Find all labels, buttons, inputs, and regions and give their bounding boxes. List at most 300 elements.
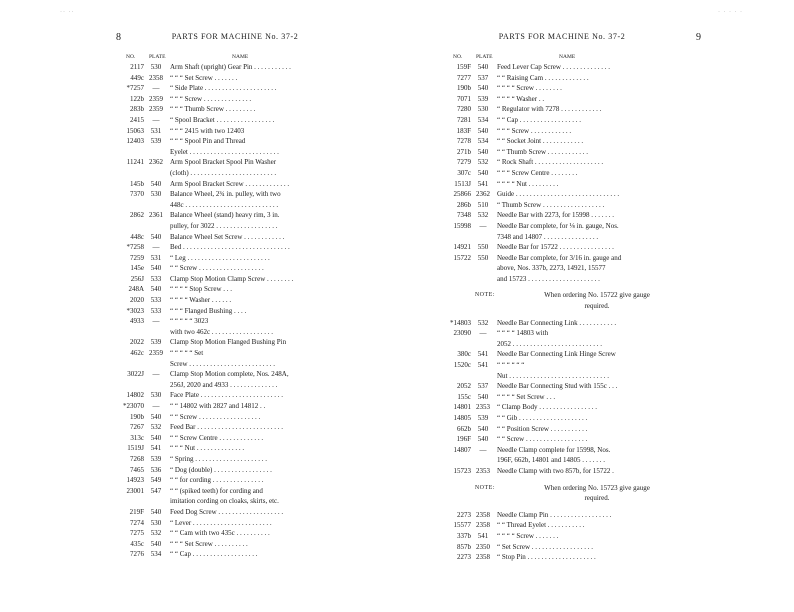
plate-number [473,274,493,285]
plate-number [146,327,166,338]
part-name: “ “ Thumb Screw . . . . . . . . . . . . [497,147,589,156]
table-row [106,327,364,338]
part-name: “ “ Socket Joint . . . . . . . . . . . . [497,137,584,146]
part-name: Feed Lever Cap Screw . . . . . . . . . . . . . . [497,63,610,71]
plate-number: 539 [477,414,489,422]
table-row [106,316,364,327]
part-number: 7348 [457,211,471,220]
part-number [106,200,146,211]
part-number: 7279 [457,158,471,167]
part-number: 7268 [130,454,144,463]
part-number: 15722 [453,253,471,262]
part-name: “ “ “ “ Screw . . . . . . . [497,531,559,540]
table-row [106,253,364,264]
table-row [106,115,364,126]
plate-number: 2359 [149,349,163,358]
table-row [106,475,364,486]
table-row [106,443,364,454]
part-number: 7465 [130,465,144,474]
part-name: “ “ Raising Cam . . . . . . . . . . . . . [497,73,589,82]
part-name: “ “ “ “ Stop Screw . . . [170,285,233,294]
table-row [106,295,364,306]
part-number: 7276 [130,550,144,559]
part-name: Clamp Stop Motion complete, Nos. 248A, [170,370,289,379]
plate-number: 2362 [149,158,163,167]
plate-number: 550 [477,243,489,252]
plate-number: 534 [150,550,162,559]
header-plate: PLATE [476,54,493,60]
part-name: “ “ “ Flanged Bushing . . . . [170,306,247,315]
part-name: required. [584,494,610,503]
part-number: 449c [130,73,144,82]
part-name: and 15723 . . . . . . . . . . . . . . . . . . . . . [497,274,600,283]
page-number: 9 [696,32,701,43]
table-row [433,360,691,371]
plate-number: 537 [477,73,489,82]
part-name: Screw . . . . . . . . . . . . . . . . . . . . . . . . . [170,359,275,368]
part-name: Needle Bar Connecting Stud with 155c . . . [497,382,618,391]
part-number: 219F [129,507,144,516]
part-name: “ “ “ “ Washer . . [497,94,545,103]
table-row [433,445,691,456]
table-row [106,157,364,168]
part-number: 14807 [453,445,471,454]
part-number: 380c [457,350,471,359]
part-name: “ “ Screw . . . . . . . . . . . . . . . . . . [497,435,588,444]
table-row [106,62,364,73]
plate-number: 530 [150,391,162,400]
part-number: 313c [130,433,144,442]
plate-number [146,496,166,507]
part-name: “ “ “ 2415 with two 12403 [170,126,245,135]
part-name: “ “ “ Spool Pin and Thread [170,137,246,146]
part-name: “ Rock Shaft . . . . . . . . . . . . . . . . . . . . [497,158,604,167]
part-number [106,496,146,507]
note-row [433,290,691,301]
plate-number: 540 [150,412,162,421]
part-name: “ “ “ Nut . . . . . . . . . . . . . . [170,444,245,453]
table-row [106,306,364,317]
table-row [433,520,691,531]
part-number [106,359,146,370]
plate-number: — [152,243,160,252]
part-name: “ “ “ Screw Centre . . . . . . . . [497,168,578,177]
part-number: 23090 [453,329,471,338]
part-name: Needle Bar complete, for 3/16 in. gauge and [497,253,622,262]
part-name: Needle Bar Connecting Link . . . . . . . . . . . [497,318,617,327]
table-row [433,221,691,232]
part-name: “ “ Cam with two 435c . . . . . . . . . . [170,529,270,538]
part-number: NOTE: [474,292,495,299]
plate-number: 540 [477,168,489,177]
plate-number: 534 [477,137,489,146]
part-name: Needle Bar for 15722 . . . . . . . . . . . . . . . . [497,243,614,252]
table-row [106,496,364,507]
part-number [433,232,473,243]
part-number [433,371,473,382]
part-number: 145b [130,179,144,188]
part-number: 2022 [130,338,144,347]
table-row [106,232,364,243]
table-row [433,552,691,563]
part-name: “ “ “ “ Set Screw . . . [497,392,556,401]
table-row [106,465,364,476]
part-name: Balance Wheel, 2¾ in. pulley, with two [170,190,281,199]
page-number: 8 [116,32,121,43]
plate-number: 531 [150,253,162,262]
part-name: pulley, for 3022 . . . . . . . . . . . . . . . . . . [170,221,278,230]
plate-number: 2359 [149,94,163,103]
plate-number [146,380,166,391]
part-number [106,147,146,158]
header-name: NAME [559,54,576,60]
scan-artifact-right: ˙ ˙ ˙ ˙ ˙ [718,11,743,17]
part-name: “ “ Screw . . . . . . . . . . . . . . . . . . . [170,264,264,273]
part-number: 14802 [126,391,144,400]
part-name: Needle Clamp with two 857b, for 15722 . [497,466,614,475]
part-number: 7281 [457,115,471,124]
part-number [433,455,473,466]
part-number: 11241 [126,158,144,167]
part-number: 2273 [457,510,471,519]
plate-number: 530 [477,105,489,114]
part-name: (cloth) . . . . . . . . . . . . . . . . . . . . . . . . . [170,168,277,177]
scan-artifact-left: ˙˙ ˙˙ [60,11,75,17]
part-name: “ Leg . . . . . . . . . . . . . . . . . . . . . . . . [170,253,270,262]
part-number [433,493,503,504]
page-title: PARTS FOR MACHINE No. 37-2 [498,32,626,41]
table-row [106,412,364,423]
plate-number: 549 [150,476,162,485]
part-name: “ “ Gib . . . . . . . . . . . . . . . . . . . . [497,414,588,422]
table-row [106,337,364,348]
table-row [433,328,691,339]
part-number: 15063 [126,126,144,135]
column-headers [106,54,364,61]
part-name: “ “ “ “ “ “ [497,361,525,370]
plate-number: 2358 [476,521,490,530]
plate-number: 540 [150,507,162,516]
part-number: 7071 [457,94,471,103]
plate-number: 540 [477,392,489,401]
plate-number: 541 [150,444,162,453]
part-name: Feed Dog Screw . . . . . . . . . . . . . . . . . . . [170,507,284,516]
plate-number [146,147,166,158]
part-name: 196F, 662b, 14801 and 14805 . . . . . . . [497,456,605,465]
plate-number: 2353 [476,403,490,412]
table-row [106,210,364,221]
part-number: 7278 [457,137,471,146]
table-row [106,242,364,253]
part-number: 4933 [130,317,144,326]
plate-number: — [152,317,160,326]
table-row [106,528,364,539]
table-row [433,424,691,435]
table-row [433,168,691,179]
table-row [433,115,691,126]
plate-number: — [152,402,160,410]
plate-number: 541 [477,179,489,188]
part-name: “ Clamp Body . . . . . . . . . . . . . . . . . [497,403,597,412]
part-name: “ Spool Bracket . . . . . . . . . . . . . . . . . [170,115,275,124]
table-row [433,542,691,553]
part-number [106,221,146,232]
part-number: 3022J [127,370,144,379]
table-row [433,94,691,105]
part-number: 14801 [453,403,471,412]
table-row [106,486,364,497]
part-name: “ “ Cap . . . . . . . . . . . . . . . . . . . [170,550,258,559]
part-name: “ Dog (double) . . . . . . . . . . . . . . . . . [170,465,272,474]
plate-number: 541 [477,361,489,370]
table-row [433,455,691,466]
parts-list [106,62,364,560]
table-row [433,510,691,521]
part-name: Balance Wheel (stand) heavy rim, 3 in. [170,211,280,220]
plate-number [473,455,493,466]
table-row [106,284,364,295]
note-row [433,483,691,494]
plate-number: 540 [477,435,489,444]
part-number: 23001 [126,486,144,495]
part-number: 7370 [130,190,144,199]
plate-number: 532 [150,529,162,538]
plate-number: 539 [150,137,162,146]
part-number: 183F [456,126,471,135]
table-row [433,62,691,73]
plate-number: 2350 [476,542,490,551]
table-row [106,539,364,550]
part-number: 435c [130,539,144,548]
table-row [106,454,364,465]
part-number: 2862 [130,211,144,220]
header-no: NO. [126,54,136,60]
table-row [433,189,691,200]
left-page [106,0,364,612]
part-name: 448c . . . . . . . . . . . . . . . . . . . . . . . . . . . [170,200,279,209]
table-row [433,274,691,285]
plate-number [146,359,166,370]
part-number: 256J [130,274,144,283]
page-title: PARTS FOR MACHINE No. 37-2 [171,32,299,41]
table-row [106,348,364,359]
plate-number: 540 [150,264,162,273]
table-row [106,179,364,190]
plate-number: 540 [150,433,162,442]
plate-number: 540 [477,63,489,71]
table-row [433,242,691,253]
part-number: 448c [130,232,144,241]
part-number: 2273 [457,553,471,562]
plate-number: — [479,445,487,454]
table-row [433,381,691,392]
part-number [106,327,146,338]
part-number: 2415 [130,115,144,124]
part-name: Clamp Stop Motion Flanged Bushing Pin [170,338,287,347]
part-name: Arm Spool Bracket Screw . . . . . . . . . . . . . [170,179,290,188]
part-number: 155c [457,392,471,401]
table-row [106,73,364,84]
part-number: *14803 [450,318,471,327]
part-name: 2052 . . . . . . . . . . . . . . . . . . . . . . . . . . [497,339,602,348]
table-row [433,253,691,264]
table-row [433,73,691,84]
plate-number: 533 [150,274,162,283]
part-name: Needle Clamp Pin . . . . . . . . . . . . . . . . . . [497,510,612,519]
part-number: *7258 [126,243,144,252]
table-row [433,104,691,115]
table-row [433,200,691,211]
plate-number: 540 [477,424,489,433]
plate-number: 2359 [149,105,163,114]
table-row [433,179,691,190]
plate-number: 540 [150,179,162,188]
plate-number: 550 [477,253,489,262]
plate-number: 540 [477,84,489,93]
part-number: 248A [128,285,144,294]
plate-number: 532 [477,318,489,327]
part-name: 7348 and 14807 . . . . . . . . . . . . . . . . [497,232,599,241]
plate-number: 530 [150,190,162,199]
part-number: 159F [456,63,471,71]
table-row [433,126,691,137]
part-name: Eyelet . . . . . . . . . . . . . . . . . . . . . . . . . . [170,147,279,156]
part-number [433,339,473,350]
table-row [106,136,364,147]
plate-number: 532 [477,158,489,167]
plate-number: 540 [150,285,162,294]
part-name: “ “ Screw Centre . . . . . . . . . . . . . [170,433,264,442]
parts-list [433,62,691,563]
plate-number: 537 [477,382,489,391]
plate-number: 541 [477,531,489,540]
table-row [106,126,364,137]
part-name: imitation cording on cloaks, skirts, etc. [170,497,279,506]
plate-number: 539 [150,338,162,347]
part-number: 190b [457,84,471,93]
plate-number: — [152,370,160,379]
part-name: When ordering No. 15722 give gauge [544,291,650,300]
part-number [433,274,473,285]
plate-number: — [152,115,160,124]
part-name: “ “ for cording . . . . . . . . . . . . . . . [170,476,264,485]
plate-number: 540 [150,539,162,548]
part-number: NOTE: [474,484,495,491]
part-name: “ Spring . . . . . . . . . . . . . . . . . . . . . [170,454,268,463]
part-number [433,263,473,274]
table-row [106,94,364,105]
part-number: 12403 [126,137,144,146]
plate-number [473,371,493,382]
part-number: 145e [130,264,144,273]
part-number: 2117 [130,63,144,71]
part-name: required. [584,302,610,311]
plate-number: 534 [477,115,489,124]
part-number: 1520c [453,361,471,370]
part-name: Feed Bar . . . . . . . . . . . . . . . . . . . . . . . . . [170,423,283,432]
part-number: 15577 [453,521,471,530]
part-name: “ “ 14802 with 2827 and 14812 . . [170,402,266,410]
part-number: 1513J [454,179,471,188]
plate-number: 530 [150,518,162,527]
plate-number [146,200,166,211]
part-number: 662b [457,424,471,433]
part-name: Arm Spool Bracket Spool Pin Washer [170,158,277,167]
part-name: Needle Bar complete, for ⅛ in. gauge, Nos. [497,221,619,230]
table-row [106,221,364,232]
plate-number: 540 [477,126,489,135]
part-number: 857b [457,542,471,551]
plate-number: 2361 [149,211,163,220]
part-number: 7267 [130,423,144,432]
plate-number [146,168,166,179]
plate-number: 532 [150,423,162,432]
part-name: “ “ Cap . . . . . . . . . . . . . . . . . . [497,115,581,124]
plate-number: 510 [477,200,489,209]
part-name: “ “ “ Screw . . . . . . . . . . . . [497,126,572,135]
header-plate: PLATE [149,54,166,60]
part-number: 7259 [130,253,144,262]
part-name: “ Thumb Screw . . . . . . . . . . . . . . . . . . [497,200,605,209]
part-name: When ordering No. 15723 give gauge [544,483,650,492]
table-row [433,413,691,424]
part-name: “ “ “ “ Washer . . . . . . [170,296,232,305]
part-name: “ “ “ “ Screw . . . . . . . . [497,84,562,93]
plate-number [473,232,493,243]
table-row [433,531,691,542]
part-number: 15998 [453,221,471,230]
part-number: *3023 [126,306,144,315]
part-number [106,380,146,391]
table-row [106,518,364,529]
table-row [106,168,364,179]
plate-number: — [152,84,160,93]
part-name: “ Lever . . . . . . . . . . . . . . . . . . . . . . . [170,518,272,527]
table-row [433,371,691,382]
part-number: 7274 [130,518,144,527]
part-name: Needle Clamp complete for 15998, Nos. [497,445,611,454]
table-row [433,263,691,274]
part-number [106,168,146,179]
plate-number: 532 [477,211,489,220]
part-name: “ “ Position Screw . . . . . . . . . . . [497,424,588,433]
part-number: 283b [130,105,144,114]
plate-number: 541 [477,350,489,359]
table-row [106,104,364,115]
table-row [106,274,364,285]
part-name: Nut . . . . . . . . . . . . . . . . . . . . . . . . . . . . . [497,371,609,380]
part-number: 196F [456,435,471,444]
table-row [106,369,364,380]
part-number: 15723 [453,466,471,475]
part-number: 1519J [127,444,144,453]
part-number: 271b [457,147,471,156]
part-name: Clamp Stop Motion Clamp Screw . . . . . . . . [170,274,294,283]
plate-number: 540 [150,232,162,241]
part-number: 122b [130,94,144,103]
plate-number: 547 [150,486,162,495]
table-row [106,200,364,211]
part-name: Guide . . . . . . . . . . . . . . . . . . . . . . . . . . . . . . [497,190,620,199]
part-number: 462c [130,349,144,358]
note-row [433,301,691,312]
part-number: 14921 [453,243,471,252]
table-row [106,359,364,370]
table-row [433,402,691,413]
plate-number: 539 [150,454,162,463]
part-name: “ “ Thread Eyelet . . . . . . . . . . . [497,521,585,530]
part-name: Arm Shaft (upright) Gear Pin . . . . . . . . . . . [170,63,291,71]
